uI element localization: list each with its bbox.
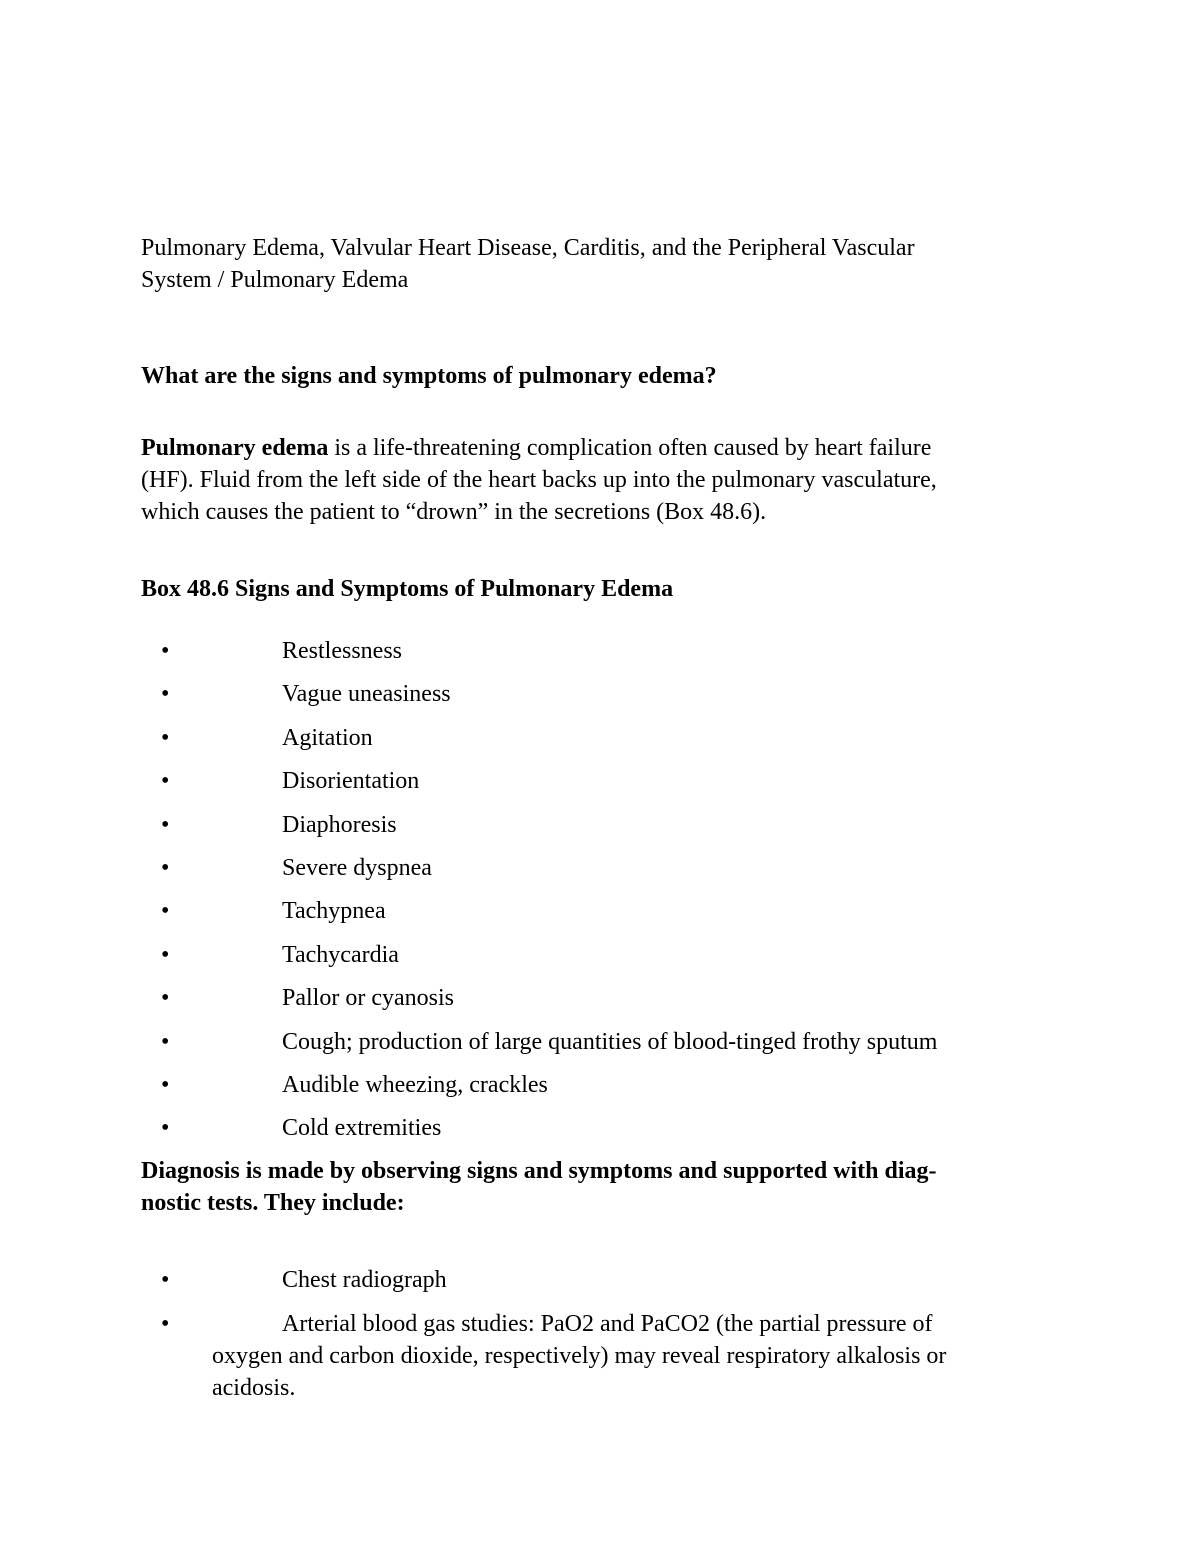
- breadcrumb-line-2: System / Pulmonary Edema: [141, 267, 409, 293]
- diagnosis-paragraph: [141, 1155, 1071, 1219]
- list-item-symptom: [141, 722, 1071, 754]
- breadcrumb: [141, 232, 1071, 296]
- bullet-icon: •: [161, 1311, 170, 1337]
- list-item-symptom: [141, 1026, 1071, 1058]
- list-item-symptom: [141, 809, 1071, 841]
- intro-paragraph: [141, 432, 1071, 528]
- breadcrumb-line-1: Pulmonary Edema, Valvular Heart Disease, Carditis, and the Peripheral Vascular: [141, 235, 915, 261]
- diagnosis-line-2: nostic tests. They include:: [141, 1190, 405, 1216]
- bullet-icon: •: [161, 855, 170, 881]
- list-item-test: [141, 1308, 1071, 1404]
- list-item-symptom: [141, 1069, 1071, 1101]
- diagnosis-line-1: Diagnosis is made by observing signs and symptoms and supported with diag-: [141, 1158, 937, 1184]
- list-item-text: Vague uneasiness: [282, 681, 451, 707]
- bullet-icon: •: [161, 1072, 170, 1098]
- bullet-icon: •: [161, 985, 170, 1011]
- list-item-text: Tachycardia: [282, 942, 399, 968]
- list-item-symptom: [141, 852, 1071, 884]
- section-question: What are the signs and symptoms of pulmonary edema?: [141, 363, 717, 389]
- bullet-icon: •: [161, 942, 170, 968]
- bullet-icon: •: [161, 768, 170, 794]
- bullet-icon: •: [161, 1115, 170, 1141]
- list-item-text: Restlessness: [282, 638, 402, 664]
- bullet-icon: •: [161, 681, 170, 707]
- list-item-text: Tachypnea: [282, 898, 386, 924]
- list-item-text: Audible wheezing, crackles: [282, 1072, 548, 1098]
- list-item-text: Agitation: [282, 725, 373, 751]
- intro-line-2: (HF). Fluid from the left side of the heart backs up into the pulmonary vasculature,: [141, 467, 937, 493]
- bullet-icon: •: [161, 638, 170, 664]
- list-item-text: Cold extremities: [282, 1115, 442, 1141]
- list-item-text-line-2: oxygen and carbon dioxide, respectively) may reveal respiratory alkalosis or: [212, 1343, 947, 1369]
- intro-line-1: is a life-threatening complication often caused by heart failure: [328, 435, 932, 461]
- list-item-test: [141, 1264, 1071, 1296]
- list-item-text: Severe dyspnea: [282, 855, 432, 881]
- intro-line-3: which causes the patient to “drown” in the secretions (Box 48.6).: [141, 499, 767, 525]
- intro-bold-term: Pulmonary edema: [141, 435, 329, 461]
- list-item-text: Disorientation: [282, 768, 420, 794]
- bullet-icon: •: [161, 812, 170, 838]
- list-item-symptom: [141, 939, 1071, 971]
- list-item-symptom: [141, 982, 1071, 1014]
- list-item-symptom: [141, 678, 1071, 710]
- list-item-text: Diaphoresis: [282, 812, 397, 838]
- bullet-icon: •: [161, 1029, 170, 1055]
- box-title: Box 48.6 Signs and Symptoms of Pulmonary Edema: [141, 576, 674, 602]
- list-item-text: Cough; production of large quantities of blood-tinged frothy sputum: [282, 1029, 938, 1055]
- list-item-text: Chest radiograph: [282, 1267, 447, 1293]
- bullet-icon: •: [161, 898, 170, 924]
- list-item-symptom: [141, 1112, 1071, 1144]
- bullet-icon: •: [161, 1267, 170, 1293]
- list-item-symptom: [141, 765, 1071, 797]
- bullet-icon: •: [161, 725, 170, 751]
- list-item-text-line-1: Arterial blood gas studies: PaO2 and PaCO2 (the partial pressure of: [282, 1311, 933, 1337]
- list-item-text-line-3: acidosis.: [212, 1375, 296, 1401]
- list-item-text: Pallor or cyanosis: [282, 985, 454, 1011]
- list-item-symptom: [141, 895, 1071, 927]
- list-item-symptom: [141, 635, 1071, 667]
